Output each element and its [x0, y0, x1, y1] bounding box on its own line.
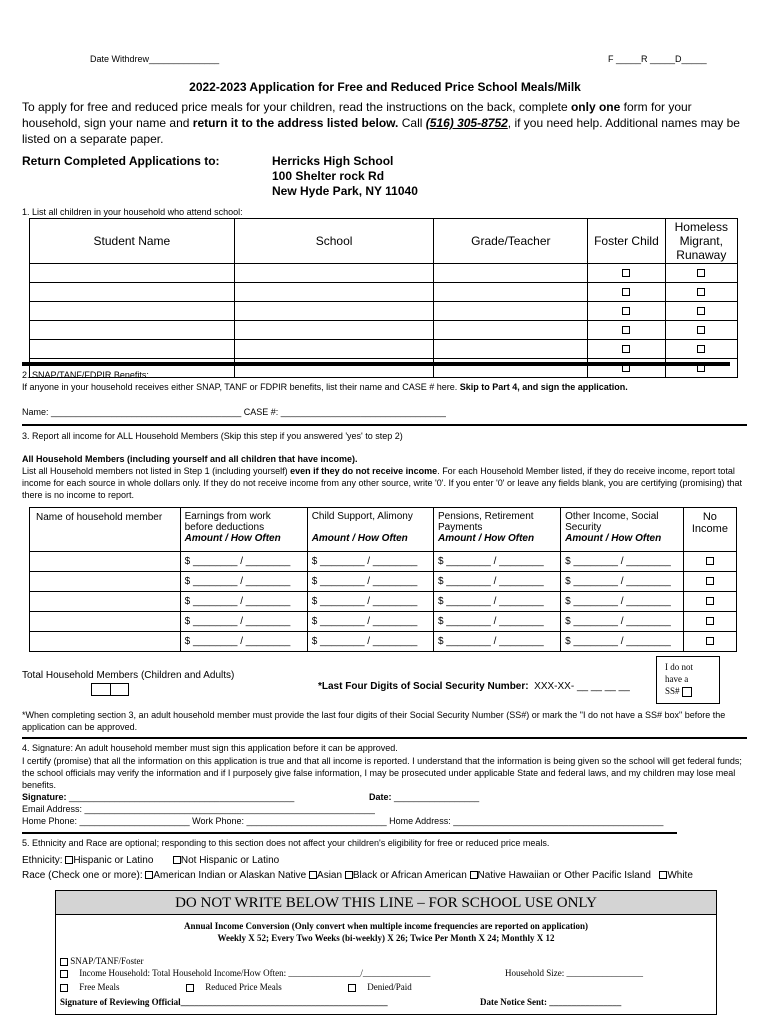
- school-field[interactable]: [234, 302, 434, 321]
- earnings-field[interactable]: $ ________ / ________: [180, 632, 307, 652]
- no-ssn-box: I do not have a SS#: [656, 656, 720, 704]
- school-use-banner: DO NOT WRITE BELOW THIS LINE – FOR SCHOOL USE ONLY: [55, 890, 717, 915]
- child-support-field[interactable]: $ ________ / ________: [307, 572, 433, 592]
- race-asian-checkbox[interactable]: [309, 871, 317, 879]
- other-income-field[interactable]: $ ________ / ________: [561, 612, 684, 632]
- date-withdrew: Date Withdrew______________: [90, 54, 220, 64]
- child-support-field[interactable]: $ ________ / ________: [307, 552, 433, 572]
- pensions-field[interactable]: $ ________ / ________: [433, 612, 560, 632]
- income-table: [29, 507, 737, 652]
- total-members-label: Total Household Members (Children and Adults): [22, 670, 235, 681]
- col-pensions: Pensions, Retirement Payments Amount / How Often: [433, 508, 560, 552]
- step5-title: 5. Ethnicity and Race are optional; responding to this section does not affect your children's eligibility for free or reduced price meals.: [22, 838, 550, 848]
- school-field[interactable]: [234, 264, 434, 283]
- earnings-field[interactable]: $ ________ / ________: [180, 572, 307, 592]
- step2-text: If anyone in your household receives either SNAP, TANF or FDPIR benefits, list their name and CASE # here. Skip to Part 4, and sign the application.: [22, 382, 628, 392]
- reduced-row: Reduced Price Meals: [186, 982, 282, 992]
- denied-checkbox[interactable]: [348, 984, 356, 992]
- col-child-support: Child Support, Alimony Amount / How Often: [307, 508, 433, 552]
- child-row: [30, 283, 738, 302]
- ethnicity-row: Ethnicity: Hispanic or Latino Not Hispanic or Latino: [22, 855, 280, 866]
- certify-text: I certify (promise) that all the information on this application is true and that all income is reported. I understand that the information is being given so the school will get federal funds; the school officials may verify the information and if I purposely give false information, I may be prosecuted under applicable State and federal laws, and my children may lose meal benefits.: [22, 756, 742, 790]
- total-members-field[interactable]: [91, 683, 129, 696]
- school-field[interactable]: [234, 340, 434, 359]
- no-income-checkbox[interactable]: [706, 557, 714, 565]
- section-divider: [22, 737, 747, 739]
- income-row: [30, 552, 737, 572]
- step2-title: 2. SNAP/TANF/FDPIR Benefits:: [22, 370, 149, 380]
- section-divider: [22, 424, 747, 426]
- ssn-label: *Last Four Digits of Social Security Number:: [318, 681, 529, 692]
- denied-row: Denied/Paid: [348, 982, 412, 992]
- school-field[interactable]: [234, 283, 434, 302]
- student-name-field[interactable]: [30, 302, 235, 321]
- free-meals-checkbox[interactable]: [60, 984, 68, 992]
- ssn-field[interactable]: [318, 681, 630, 692]
- race-row: Race (Check one or more): American Indian or Alaskan Native Asian Black or African American Native Hawaiian or Other Pacific Island White: [22, 870, 693, 881]
- member-name-field[interactable]: [30, 572, 181, 592]
- col-foster-child: Foster Child: [588, 219, 665, 264]
- member-name-field[interactable]: [30, 552, 181, 572]
- help-phone: (516) 305-8752: [425, 116, 508, 130]
- foster-checkbox[interactable]: [622, 288, 630, 296]
- grade-field[interactable]: [434, 302, 588, 321]
- income-conversion-rules: Weekly X 52; Every Two Weeks (bi-weekly) X 26; Twice Per Month X 24; Monthly X 12: [217, 933, 555, 943]
- foster-checkbox[interactable]: [622, 269, 630, 277]
- earnings-field[interactable]: $ ________ / ________: [180, 552, 307, 572]
- return-label: Return Completed Applications to:: [22, 154, 220, 168]
- snap-name-case-field[interactable]: Name: ______________________________________ CASE #: _________________________________: [22, 407, 446, 417]
- member-name-field[interactable]: [30, 612, 181, 632]
- child-support-field[interactable]: $ ________ / ________: [307, 592, 433, 612]
- earnings-field[interactable]: $ ________ / ________: [180, 612, 307, 632]
- return-address-line3: New Hyde Park, NY 11040: [272, 184, 418, 198]
- snap-row: SNAP/TANF/Foster: [60, 956, 144, 966]
- return-address-line1: Herricks High School: [272, 154, 394, 168]
- not-hispanic-checkbox[interactable]: [173, 856, 181, 864]
- child-row: [30, 340, 738, 359]
- student-name-field[interactable]: [30, 264, 235, 283]
- step3-heading: All Household Members (including yourself and all children that have income).: [22, 454, 358, 464]
- other-income-field[interactable]: $ ________ / ________: [561, 632, 684, 652]
- reduced-checkbox[interactable]: [186, 984, 194, 992]
- child-support-field[interactable]: $ ________ / ________: [307, 612, 433, 632]
- col-grade-teacher: Grade/Teacher: [434, 219, 588, 264]
- income-household-row: Income Household: Total Household Income/How Often: ________________/_______________: [60, 968, 430, 978]
- email-field[interactable]: Email Address: __________________________________________________________: [22, 804, 375, 814]
- income-household-checkbox[interactable]: [60, 970, 68, 978]
- child-row: [30, 264, 738, 283]
- frd-status: F _____R _____D_____: [608, 54, 707, 64]
- col-earnings: Earnings from work before deductions Amount / How Often: [180, 508, 307, 552]
- grade-field[interactable]: [434, 264, 588, 283]
- pensions-field[interactable]: $ ________ / ________: [433, 592, 560, 612]
- phone-address-fields[interactable]: Home Phone: ______________________ Work Phone: ____________________________ Home Address: __________________________________________: [22, 816, 664, 826]
- return-address-line2: 100 Shelter rock Rd: [272, 169, 385, 183]
- step1-instruction: 1. List all children in your household who attend school:: [22, 207, 243, 217]
- income-row: [30, 632, 737, 652]
- race-hawaiian-checkbox[interactable]: [470, 871, 478, 879]
- col-no-income: No Income: [683, 508, 736, 552]
- student-name-field[interactable]: [30, 283, 235, 302]
- col-other-income: Other Income, Social Security Amount / How Often: [561, 508, 684, 552]
- homeless-checkbox[interactable]: [697, 326, 705, 334]
- ssn-value: XXX-XX- __ __ __ __: [534, 681, 630, 692]
- section-divider: [22, 362, 730, 366]
- income-conversion-title: Annual Income Conversion (Only convert when multiple income frequencies are reported on application): [184, 921, 588, 931]
- no-ssn-checkbox[interactable]: [682, 687, 692, 697]
- child-support-field[interactable]: $ ________ / ________: [307, 632, 433, 652]
- signature-field[interactable]: Signature: _____________________________________________: [22, 792, 295, 802]
- other-income-field[interactable]: $ ________ / ________: [561, 592, 684, 612]
- member-name-field[interactable]: [30, 632, 181, 652]
- no-income-checkbox[interactable]: [706, 577, 714, 585]
- homeless-checkbox[interactable]: [697, 307, 705, 315]
- no-income-checkbox[interactable]: [706, 637, 714, 645]
- homeless-checkbox[interactable]: [697, 345, 705, 353]
- children-table: [29, 218, 738, 378]
- pensions-field[interactable]: $ ________ / ________: [433, 572, 560, 592]
- col-household-member: Name of household member: [30, 508, 181, 552]
- no-income-checkbox[interactable]: [706, 597, 714, 605]
- race-black-checkbox[interactable]: [345, 871, 353, 879]
- child-row: [30, 321, 738, 340]
- no-income-checkbox[interactable]: [706, 617, 714, 625]
- grade-field[interactable]: [434, 283, 588, 302]
- income-row: [30, 572, 737, 592]
- income-row: [30, 592, 737, 612]
- child-row: [30, 302, 738, 321]
- student-name-field[interactable]: [30, 321, 235, 340]
- income-row: [30, 612, 737, 632]
- homeless-checkbox[interactable]: [697, 269, 705, 277]
- member-name-field[interactable]: [30, 592, 181, 612]
- school-field[interactable]: [234, 321, 434, 340]
- snap-checkbox[interactable]: [60, 958, 68, 966]
- date-notice-sent[interactable]: Date Notice Sent: ________________: [480, 997, 622, 1007]
- homeless-checkbox[interactable]: [697, 288, 705, 296]
- foster-checkbox[interactable]: [622, 345, 630, 353]
- ssn-note: *When completing section 3, an adult household member must provide the last four digits of their Social Security Number (SS#) or mark the "I do not have a SS# box" before the application can be approved.: [22, 710, 726, 732]
- household-size-field[interactable]: Household Size: _________________: [505, 968, 643, 978]
- grade-field[interactable]: [434, 321, 588, 340]
- free-meals-row: Free Meals: [60, 982, 120, 992]
- date-field[interactable]: Date: _________________: [369, 792, 480, 802]
- student-name-field[interactable]: [30, 340, 235, 359]
- step4-title: 4. Signature: An adult household member must sign this application before it can be approved.: [22, 743, 398, 753]
- col-school: School: [234, 219, 434, 264]
- pensions-field[interactable]: $ ________ / ________: [433, 552, 560, 572]
- page-title: 2022-2023 Application for Free and Reduced Price School Meals/Milk: [189, 80, 581, 94]
- step3-text: List all Household members not listed in Step 1 (including yourself) even if they do not receive income. For each Household Member listed, if they do receive income, report total income for each source in whole dollars only. If they do not receive income from any other source, write '0'. If you enter '0' or leave any fields blank, you are certifying (promising) that there is no income to report.: [22, 466, 743, 500]
- intro-text: To apply for free and reduced price meals for your children, read the instructions on the back, complete only one form for your household, sign your name and return it to the address listed below. Call (516) 305-8752, if you need help. Additional names may be listed on a separate paper.: [22, 100, 740, 146]
- earnings-field[interactable]: $ ________ / ________: [180, 592, 307, 612]
- col-homeless: Homeless Migrant, Runaway: [665, 219, 737, 264]
- foster-checkbox[interactable]: [622, 307, 630, 315]
- pensions-field[interactable]: $ ________ / ________: [433, 632, 560, 652]
- col-student-name: Student Name: [30, 219, 235, 264]
- step3-title: 3. Report all income for ALL Household Members (Skip this step if you answered 'yes' to step 2): [22, 431, 403, 441]
- reviewing-official-signature[interactable]: Signature of Reviewing Official______________________________________________: [60, 997, 388, 1007]
- foster-checkbox[interactable]: [622, 326, 630, 334]
- grade-field[interactable]: [434, 340, 588, 359]
- section-divider: [22, 832, 677, 834]
- other-income-field[interactable]: $ ________ / ________: [561, 572, 684, 592]
- other-income-field[interactable]: $ ________ / ________: [561, 552, 684, 572]
